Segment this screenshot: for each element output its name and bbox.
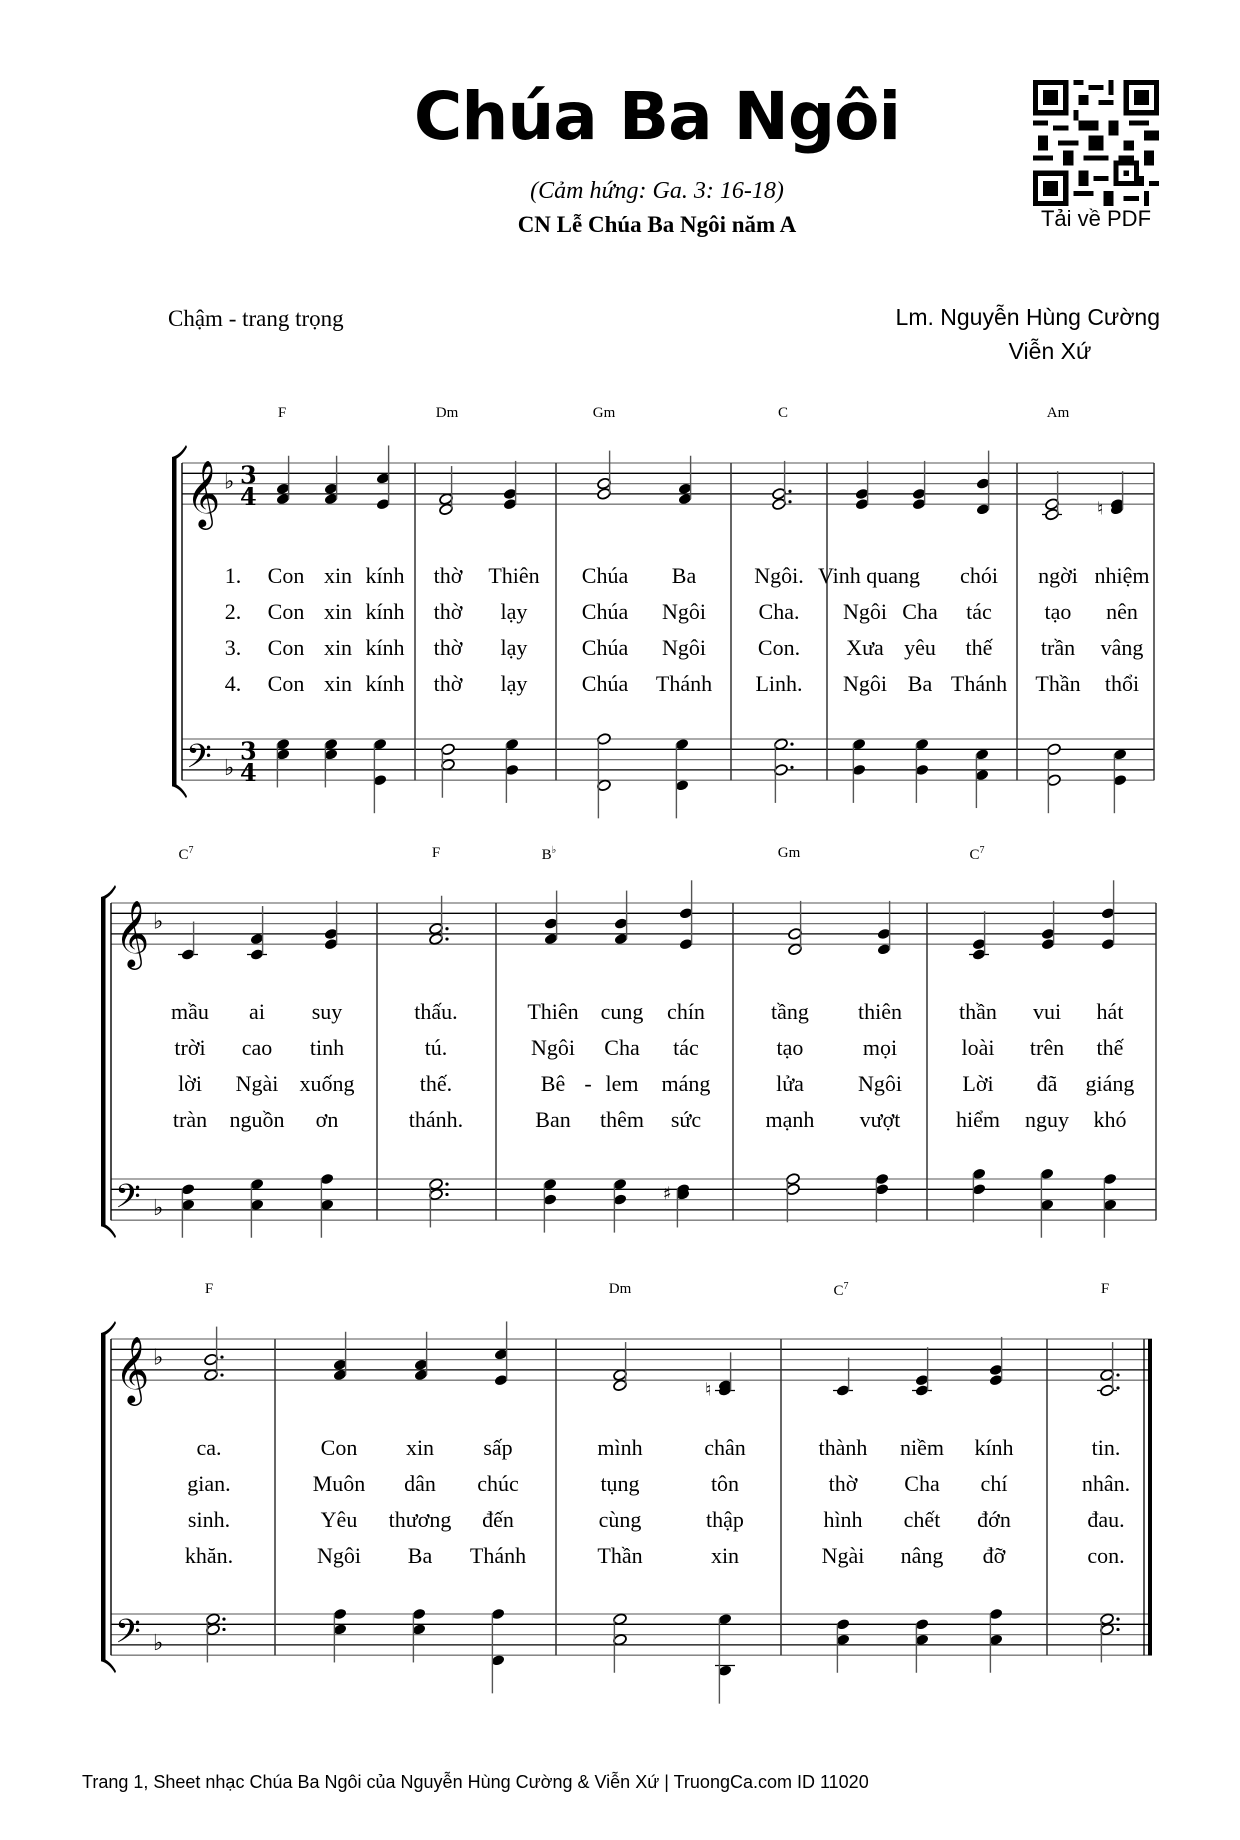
lyric-syllable: sinh. (187, 1507, 231, 1532)
lyric-syllable: sức (670, 1107, 702, 1132)
lyric-syllable: vâng (1100, 635, 1144, 660)
treble-clef-icon: 𝄞 (115, 1335, 150, 1404)
system-1 (172, 445, 1154, 818)
lyric-syllable: Con (267, 563, 305, 588)
lyric-syllable: đỡ (982, 1543, 1006, 1568)
lyric-syllable: Con (267, 599, 305, 624)
lyric-syllable: Thánh (469, 1543, 527, 1568)
lyric-syllable: lạy (500, 671, 528, 696)
lyric-syllable: Thần (1035, 671, 1081, 696)
download-pdf-link[interactable]: Tải về PDF (1040, 206, 1152, 231)
chord-root: C (833, 1283, 844, 1299)
lyric-syllable: đến (482, 1507, 514, 1532)
lyric-syllable: dân (404, 1471, 436, 1496)
lyric-syllable: trên (1029, 1035, 1065, 1060)
lyric-syllable: thương (388, 1507, 452, 1532)
chord-root: B (541, 847, 552, 863)
chord-symbol (969, 845, 984, 864)
lyric-syllable: Cha (902, 599, 938, 624)
lyric-syllable: ơn (315, 1107, 339, 1132)
lyric-syllable: Chúa (581, 563, 629, 588)
chord-symbol (436, 405, 459, 422)
lyric-syllable: Ngài (235, 1071, 279, 1096)
time-signature: 3 (240, 460, 257, 490)
lyric-syllable: mầu (171, 999, 209, 1024)
lyric-syllable: đớn (977, 1507, 1011, 1532)
chord-root: Dm (435, 405, 459, 421)
lyric-syllable: xuống (299, 1071, 355, 1096)
lyric-syllable: 2. (224, 599, 242, 624)
lyric-syllable: kính (365, 671, 405, 696)
lyric-syllable: xin (323, 635, 353, 660)
lyric-syllable: Chúa (581, 635, 629, 660)
lyric-syllable: thế (965, 635, 993, 660)
lyric-syllable: Cha (904, 1471, 940, 1496)
chord-root: C (777, 405, 789, 421)
lyric-syllable: 4. (224, 671, 242, 696)
flat-icon: ♭ (153, 1195, 164, 1221)
lyric-syllable: tin. (1091, 1435, 1121, 1460)
lyric-syllable: giáng (1085, 1071, 1135, 1096)
chord-symbol (205, 1281, 213, 1298)
treble-clef-icon: 𝄞 (186, 459, 221, 528)
flat-icon: ♭ (224, 469, 235, 495)
lyricist-name: Viễn Xứ (1008, 338, 1092, 364)
lyric-syllable: Ngôi (858, 1071, 902, 1096)
lyric-syllable: thêm (600, 1107, 644, 1132)
flat-icon: ♭ (153, 909, 164, 935)
chord-extension: 7 (843, 1281, 849, 1292)
bass-clef-icon: 𝄢 (115, 1177, 141, 1224)
time-signature: 4 (240, 482, 257, 512)
lyric-syllable: Lời (962, 1071, 994, 1096)
lyric-syllable: Yêu (320, 1507, 358, 1532)
lyric-syllable: gian. (187, 1471, 231, 1496)
lyric-syllable: Ngôi (531, 1035, 575, 1060)
lyric-syllable: đau. (1087, 1507, 1125, 1532)
lyric-syllable: chúc (477, 1471, 519, 1496)
system-bracket (172, 457, 177, 786)
system-bracket (101, 1333, 106, 1661)
song-title: Chúa Ba Ngôi (413, 78, 901, 155)
lyric-syllable: tầng (771, 999, 809, 1024)
lyric-syllable: sấp (483, 1435, 513, 1460)
lyric-syllable: Ngôi (317, 1543, 361, 1568)
chord-root: Gm (592, 405, 616, 421)
lyric-syllable: nhân. (1081, 1471, 1131, 1496)
lyric-syllable: thế. (419, 1071, 453, 1096)
lyric-syllable: tôn (710, 1471, 740, 1496)
lyric-syllable: thờ (433, 671, 463, 696)
lyric-syllable: niềm (900, 1435, 944, 1460)
lyric-syllable: Thánh (950, 671, 1008, 696)
lyric-syllable: thờ (828, 1471, 858, 1496)
lyric-syllable: nhiệm (1094, 563, 1150, 588)
chord-root: F (204, 1281, 214, 1297)
lyric-syllable: Xưa (846, 635, 884, 660)
lyric-syllable: Vinh quang (818, 563, 920, 588)
chord-symbol (609, 1281, 632, 1298)
lyric-syllable: hình (823, 1507, 863, 1532)
lyric-syllable: Thiên (527, 999, 579, 1024)
lyric-syllable: lem (605, 1071, 639, 1096)
tempo-marking: Chậm - trang trọng (168, 306, 344, 331)
chord-root: C (178, 847, 189, 863)
lyric-syllable: trời (174, 1035, 206, 1060)
chord-root: F (431, 845, 441, 861)
system-bracket (101, 897, 106, 1226)
lyric-syllable: thờ (433, 599, 463, 624)
lyric-syllable: chết (903, 1507, 941, 1532)
lyric-syllable: yêu (904, 635, 936, 660)
lyric-syllable: lạy (500, 635, 528, 660)
lyric-syllable: Ban (535, 1107, 571, 1132)
lyric-syllable: Ba (671, 563, 697, 588)
lyric-syllable: Chúa (581, 671, 629, 696)
lyric-syllable: kính (365, 599, 405, 624)
lyric-syllable: thấu. (414, 999, 458, 1024)
lyric-syllable: Linh. (755, 671, 803, 696)
chord-extension: 7 (188, 845, 194, 856)
chord-symbol (178, 845, 193, 864)
lyric-syllable: cao (241, 1035, 273, 1060)
lyric-syllable: lửa (776, 1071, 804, 1096)
chord-root: Gm (777, 845, 801, 861)
lyric-syllable: Muôn (312, 1471, 366, 1496)
lyric-syllable: Ngôi (662, 599, 706, 624)
lyric-syllable: Thần (597, 1543, 643, 1568)
lyric-syllable: Chúa (581, 599, 629, 624)
lyric-syllable: con. (1087, 1543, 1125, 1568)
treble-clef-icon: 𝄞 (115, 899, 150, 968)
composer-name: Lm. Nguyễn Hùng Cường (895, 304, 1160, 330)
flat-icon: ♭ (224, 755, 235, 781)
lyric-syllable: thập (706, 1507, 744, 1532)
lyric-syllable: thành (818, 1435, 868, 1460)
chord-root: C (969, 847, 980, 863)
chord-extension: 7 (979, 845, 985, 856)
sharp-icon: ♯ (663, 1183, 672, 1205)
lyric-syllable: nên (1106, 599, 1138, 624)
lyric-syllable: khó (1093, 1107, 1127, 1132)
lyric-syllable: Ba (407, 1543, 433, 1568)
lyric-syllable: Ngôi (843, 599, 887, 624)
chord-root: Dm (608, 1281, 632, 1297)
lyric-syllable: nâng (900, 1543, 944, 1568)
chord-symbol (593, 405, 616, 422)
lyric-syllable: khăn. (184, 1543, 234, 1568)
lyric-syllable: hát (1096, 999, 1124, 1024)
lyric-syllable: trần (1040, 635, 1076, 660)
chord-root: F (1100, 1281, 1110, 1297)
lyric-syllable: Bê (540, 1071, 566, 1096)
lyric-syllable: thờ (433, 635, 463, 660)
lyric-syllable: hiểm (956, 1107, 1000, 1132)
lyric-syllable: Ngôi (843, 671, 887, 696)
lyric-syllable: 3. (224, 635, 242, 660)
lyric-syllable: tác (966, 599, 992, 624)
bass-clef-icon: 𝄢 (186, 737, 212, 784)
chord-symbol (278, 405, 286, 422)
lyric-syllable: thờ (433, 563, 463, 588)
lyric-syllable: lời (178, 1071, 202, 1096)
lyric-syllable: xin (323, 563, 353, 588)
lyric-syllable: thánh. (408, 1107, 464, 1132)
lyric-syllable: Con (267, 635, 305, 660)
lyric-syllable: tác (673, 1035, 699, 1060)
flat-icon: ♭ (153, 1345, 164, 1371)
lyric-syllable: Ba (907, 671, 933, 696)
lyric-syllable: cùng (598, 1507, 642, 1532)
chord-symbol (542, 845, 557, 864)
lyric-syllable: tụng (600, 1471, 640, 1496)
lyric-syllable: Con. (757, 635, 801, 660)
lyric-syllable: vui (1032, 999, 1062, 1024)
lyric-syllable: chân (704, 1435, 746, 1460)
page-footer: Trang 1, Sheet nhạc Chúa Ba Ngôi của Nguyễn Hùng Cường & Viễn Xứ | TruongCa.com ID 11020 (82, 1772, 869, 1792)
lyric-syllable: tạo (776, 1035, 804, 1060)
occasion-subtitle: CN Lễ Chúa Ba Ngôi năm A (517, 212, 797, 237)
bass-clef-icon: 𝄢 (115, 1612, 141, 1659)
lyric-syllable: xin (710, 1543, 740, 1568)
chord-extension: ♭ (551, 845, 557, 856)
lyric-syllable: chín (667, 999, 705, 1024)
lyric-syllable: Ngôi (662, 635, 706, 660)
natural-icon: ♮ (705, 1379, 712, 1401)
lyric-syllable: kính (974, 1435, 1014, 1460)
chord-symbol (1101, 1281, 1109, 1298)
lyric-syllable: Ngài (821, 1543, 865, 1568)
lyric-syllable: lạy (500, 599, 528, 624)
lyric-syllable: thiên (858, 999, 902, 1024)
lyric-syllable: thế (1096, 1035, 1124, 1060)
lyric-syllable: - (584, 1071, 592, 1096)
time-signature: 4 (240, 758, 257, 788)
natural-icon: ♮ (1097, 498, 1104, 520)
lyric-syllable: tràn (172, 1107, 208, 1132)
chord-symbol (833, 1281, 848, 1300)
chord-symbol (778, 405, 788, 422)
lyric-syllable: suy (311, 999, 343, 1024)
lyric-syllable: ngời (1038, 563, 1078, 588)
lyric-syllable: máng (661, 1071, 711, 1096)
lyric-syllable: tinh (309, 1035, 345, 1060)
lyric-syllable: Thánh (655, 671, 713, 696)
lyric-syllable: thổi (1104, 671, 1140, 696)
lyric-syllable: mạnh (765, 1107, 815, 1132)
chord-symbol (432, 845, 440, 862)
lyric-syllable: Con (267, 671, 305, 696)
chord-symbol (778, 845, 801, 862)
lyric-syllable: Cha. (758, 599, 800, 624)
lyric-syllable: vượt (859, 1107, 901, 1132)
lyric-syllable: ai (249, 999, 265, 1024)
lyric-syllable: ca. (196, 1435, 222, 1460)
lyric-syllable: chí (980, 1471, 1008, 1496)
lyric-syllable: xin (323, 599, 353, 624)
lyric-syllable: loài (961, 1035, 995, 1060)
lyric-syllable: Thiên (488, 563, 540, 588)
lyric-syllable: đã (1036, 1071, 1058, 1096)
lyric-syllable: xin (323, 671, 353, 696)
chord-root: F (277, 405, 287, 421)
lyric-syllable: mình (597, 1435, 643, 1460)
lyric-syllable: xin (405, 1435, 435, 1460)
chord-root: Am (1046, 405, 1070, 421)
lyric-syllable: kính (365, 635, 405, 660)
inspiration-reference: (Cảm hứng: Ga. 3: 16-18) (530, 178, 784, 204)
lyric-syllable: Ngôi. (754, 563, 804, 588)
lyric-syllable: cung (600, 999, 644, 1024)
lyric-syllable: thần (959, 999, 997, 1024)
lyric-syllable: nguồn (229, 1107, 285, 1132)
lyric-syllable: kính (365, 563, 405, 588)
time-signature: 3 (240, 736, 257, 766)
lyric-syllable: Cha (604, 1035, 640, 1060)
lyric-syllable: tú. (424, 1035, 448, 1060)
lyric-syllable: nguy (1025, 1107, 1069, 1132)
lyric-syllable: 1. (224, 563, 242, 588)
lyric-syllable: tạo (1044, 599, 1072, 624)
lyric-syllable: mọi (862, 1035, 898, 1060)
lyric-syllable: Con (320, 1435, 358, 1460)
chord-symbol (1047, 405, 1070, 422)
lyric-syllable: chói (960, 563, 998, 588)
flat-icon: ♭ (153, 1630, 164, 1656)
